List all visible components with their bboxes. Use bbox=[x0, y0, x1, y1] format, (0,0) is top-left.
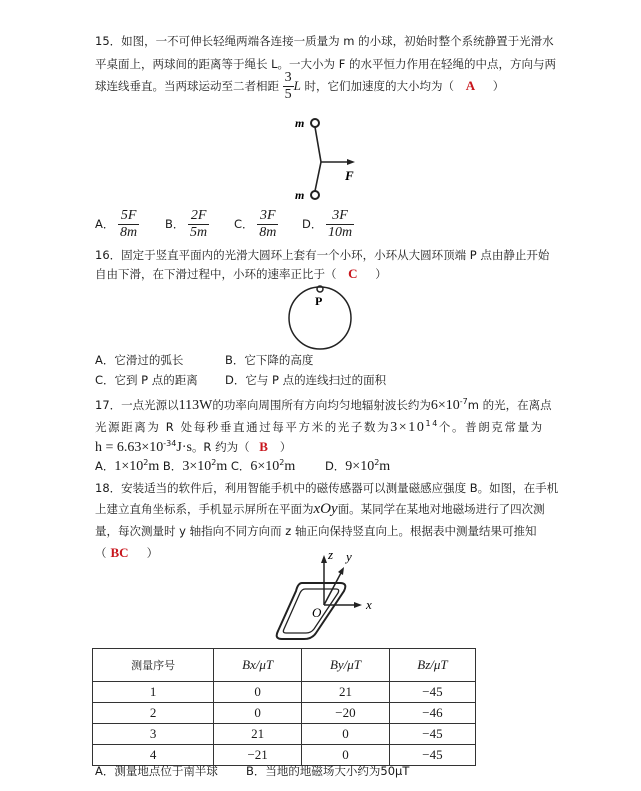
exp: 2 bbox=[211, 458, 217, 468]
q18-option-a: A．测量地点位于南半球 bbox=[95, 764, 218, 778]
y-axis-label: y bbox=[346, 549, 352, 564]
q15-close: ） bbox=[492, 79, 505, 93]
q15-option-a bbox=[95, 208, 139, 241]
cell: 2 bbox=[93, 703, 214, 724]
q16-line2 bbox=[95, 266, 387, 282]
label: B． bbox=[162, 459, 183, 473]
den: 8m bbox=[120, 225, 138, 240]
z-axis-label: z bbox=[328, 547, 334, 562]
wavelength: 6×10 bbox=[430, 398, 460, 413]
q15-answer: A bbox=[465, 78, 476, 93]
header-bx: Bx/μT bbox=[214, 649, 302, 682]
plane: xOy bbox=[313, 501, 338, 517]
table-row bbox=[93, 703, 476, 724]
q17-option-b bbox=[163, 459, 227, 473]
q17-options bbox=[95, 458, 390, 475]
unit: m bbox=[216, 459, 228, 474]
option-fraction bbox=[257, 208, 278, 241]
frac-num: 3 bbox=[284, 70, 292, 85]
q16-close: ） bbox=[375, 267, 387, 281]
q16-option-a: A．它滑过的弧长 bbox=[95, 353, 184, 367]
cell: −20 bbox=[302, 703, 390, 724]
option-label: D． bbox=[302, 217, 323, 231]
q16-answer: C bbox=[348, 266, 358, 281]
q15-line3 bbox=[95, 70, 504, 103]
q16-option-b: B．它下降的高度 bbox=[225, 353, 314, 367]
q16-line2-text: 自由下滑，在下滑过程中，小环的速率正比于（ bbox=[95, 267, 337, 281]
base: 6×10 bbox=[250, 459, 280, 474]
force-label: F bbox=[345, 168, 354, 183]
close: ） bbox=[146, 546, 159, 560]
exp: -34 bbox=[163, 439, 177, 449]
q15-option-b bbox=[165, 208, 209, 241]
cell: 0 bbox=[214, 682, 302, 703]
cell: −45 bbox=[389, 724, 475, 745]
option-fraction bbox=[118, 208, 139, 241]
den: 5m bbox=[190, 225, 208, 240]
text: m 的光，在离点 bbox=[467, 398, 552, 412]
point-p-label: P bbox=[315, 294, 323, 308]
close: ） bbox=[279, 440, 292, 454]
photons: 3×10 bbox=[390, 420, 426, 435]
label: A． bbox=[95, 459, 115, 473]
text: 面。某同学在某地对地磁场进行了四次测 bbox=[337, 502, 545, 516]
cell: 21 bbox=[302, 682, 390, 703]
q15-line3-text: 球连线垂直。当两球运动至二者相距 bbox=[95, 79, 279, 93]
header-index: 测量序号 bbox=[93, 649, 214, 682]
origin-label: O bbox=[312, 605, 322, 620]
q18-line4 bbox=[95, 545, 158, 561]
q16-line1: 16．固定于竖直平面内的光滑大圆环上套有一个小环，小环从大圆环顶端 P 点由静止开始 bbox=[95, 248, 550, 262]
q15-fraction bbox=[283, 70, 294, 103]
option-fraction bbox=[326, 208, 354, 241]
base: 1×10 bbox=[114, 459, 144, 474]
num: 3F bbox=[257, 208, 278, 225]
text: 的功率向周围所有方向均匀地辐射波长约为 bbox=[212, 398, 431, 412]
q17-line1 bbox=[95, 397, 552, 414]
cell: −45 bbox=[389, 745, 475, 766]
num: 2F bbox=[188, 208, 209, 225]
q15-figure bbox=[255, 105, 375, 205]
q15-option-d bbox=[302, 208, 354, 241]
q16-option-d: D．它与 P 点的连线扫过的面积 bbox=[225, 373, 387, 387]
option-label: C． bbox=[234, 217, 254, 231]
cell: 0 bbox=[214, 703, 302, 724]
q18-answer: BC bbox=[110, 545, 129, 560]
q17-line3 bbox=[95, 439, 291, 456]
q17-option-d bbox=[325, 459, 390, 473]
mass-label-top: m bbox=[295, 116, 305, 130]
den: 8m bbox=[259, 225, 277, 240]
exp: 2 bbox=[374, 458, 380, 468]
q18-phone-figure bbox=[262, 545, 382, 645]
q16-option-c: C．它到 P 点的距离 bbox=[95, 373, 198, 387]
q15-option-c bbox=[234, 208, 278, 241]
cell: 3 bbox=[93, 724, 214, 745]
q18-line1: 18．安装适当的软件后，利用智能手机中的磁传感器可以测量磁感应强度 B。如图，在手机 bbox=[95, 481, 559, 495]
text: 17．一点光源以 bbox=[95, 398, 179, 412]
text: 光源距离为 R 处每秒垂直通过每平方米的光子数为 bbox=[95, 420, 391, 434]
unit: m bbox=[284, 459, 296, 474]
label: D． bbox=[324, 459, 346, 473]
q18-line3: 量，每次测量时 y 轴指向不同方向而 z 轴正向保持竖直向上。根据表中测量结果可推知 bbox=[95, 524, 537, 538]
measurement-table bbox=[92, 648, 476, 766]
num: 3F bbox=[326, 208, 354, 225]
frac-var: L bbox=[293, 78, 301, 93]
frac-den: 5 bbox=[284, 87, 292, 102]
num: 5F bbox=[118, 208, 139, 225]
table-header-row bbox=[93, 649, 476, 682]
cell: 1 bbox=[93, 682, 214, 703]
cell: 4 bbox=[93, 745, 214, 766]
base: 3×10 bbox=[182, 459, 212, 474]
power: 113W bbox=[178, 398, 213, 413]
cell: 21 bbox=[214, 724, 302, 745]
q17-line2 bbox=[95, 419, 544, 436]
q18-line2 bbox=[95, 501, 545, 518]
cell: 0 bbox=[302, 745, 390, 766]
table-row bbox=[93, 682, 476, 703]
q18-option-b: B．当地的地磁场大小约为50μT bbox=[246, 764, 410, 778]
text: 个。普朗克常量为 bbox=[438, 420, 544, 434]
unit: m bbox=[148, 459, 160, 474]
exp: 2 bbox=[279, 458, 285, 468]
q17-answer: B bbox=[259, 439, 268, 454]
open: （ bbox=[95, 546, 107, 560]
text: 上建立直角坐标系，手机显示屏所在平面为 bbox=[95, 502, 314, 516]
q17-option-c bbox=[231, 459, 295, 473]
exp: 14 bbox=[425, 419, 439, 429]
exp: 2 bbox=[143, 458, 149, 468]
option-fraction bbox=[188, 208, 209, 241]
x-axis-label: x bbox=[366, 597, 372, 612]
mass-label-bottom: m bbox=[295, 188, 305, 202]
header-bz: Bz/μT bbox=[389, 649, 475, 682]
unit: m bbox=[379, 459, 391, 474]
cell: −21 bbox=[214, 745, 302, 766]
q16-ring-figure bbox=[285, 282, 355, 352]
label: C． bbox=[230, 459, 251, 473]
q15-line2: 平桌面上，两球间的距离等于绳长 L。一大小为 F 的水平恒力作用在轻绳的中点，方向与两 bbox=[95, 57, 556, 71]
option-label: A． bbox=[95, 217, 115, 231]
table-row bbox=[93, 724, 476, 745]
text: 。R 约为（ bbox=[191, 440, 250, 454]
q17-option-a bbox=[95, 459, 159, 473]
planck: h = 6.63×10 bbox=[95, 440, 164, 455]
option-label: B． bbox=[165, 217, 185, 231]
cell: −45 bbox=[389, 682, 475, 703]
den: 10m bbox=[328, 225, 353, 240]
exp: -7 bbox=[459, 397, 468, 407]
header-by: By/μT bbox=[302, 649, 390, 682]
cell: 0 bbox=[302, 724, 390, 745]
cell: −46 bbox=[389, 703, 475, 724]
q15-line1: 15．如图，一不可伸长轻绳两端各连接一质量为 m 的小球，初始时整个系统静置于光滑水 bbox=[95, 34, 554, 48]
base: 9×10 bbox=[345, 459, 375, 474]
q15-line3-text2: 时，它们加速度的大小均为（ bbox=[304, 79, 455, 93]
unit: J·s bbox=[176, 440, 192, 455]
